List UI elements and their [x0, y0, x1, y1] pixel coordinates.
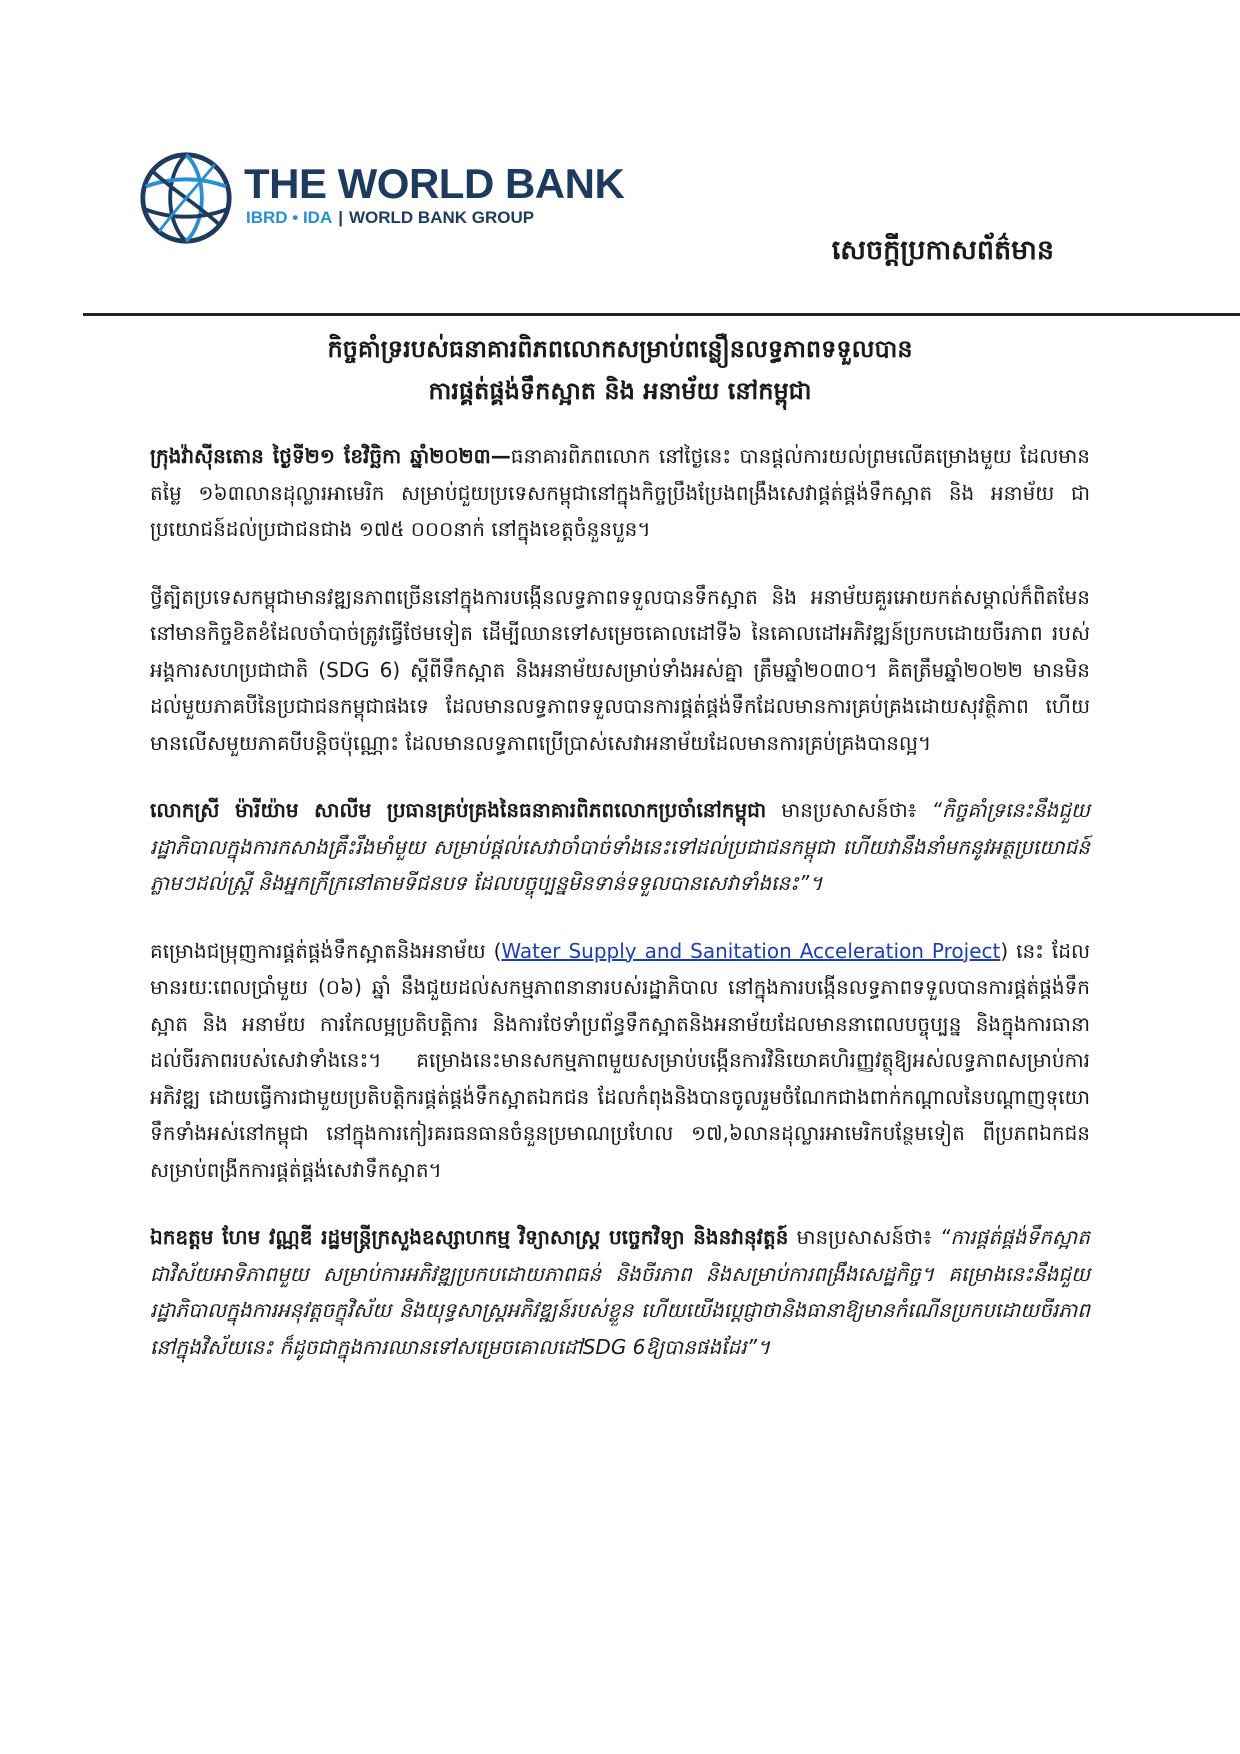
article-body [150, 438, 1090, 1396]
headline-line-2: ការផ្គត់ផ្គង់ទឹកស្អាត និង អនាម័យ នៅកម្ពុជា [428, 377, 812, 405]
dateline: ក្រុងវ៉ាស៊ីនតោន ថ្ងៃទី២១ ខែវិច្ឆិកា ឆ្នាំ២០២៣— [150, 444, 511, 468]
logo-ibrd-ida: IBRD • IDA [246, 208, 333, 227]
header-divider [83, 313, 1240, 316]
quote-1: “កិច្ចគាំទ្រនេះនឹងជួយរដ្ឋាភិបាលក្នុងការកសាងគ្រឹះរឹងមាំមួយ សម្រាប់ផ្តល់សេវាចាំបាច់ទាំងនេះទៅដល់ប្រជាជនកម្ពុជា ហើយវានឹងនាំមកនូវអត្ថប្រយោជន៍ភ្លាមៗដល់ស្ត្រី និងអ្នកក្រីក្រនៅតាមទីជនបទ ដែលបច្ចុប្បន្នមិនទាន់ទទួលបានសេវាទាំងនេះ”។ [150, 798, 1090, 895]
world-bank-logo [138, 150, 625, 250]
quote-2: “ការផ្គត់ផ្គង់ទឹកស្អាតជាវិស័យអាទិភាពមួយ សម្រាប់ការអភិវឌ្ឍប្រកបដោយភាពធន់ និងចីរភាព និងសម្រាប់ការពង្រឹងសេដ្ឋកិច្ច។ គម្រោងនេះនឹងជួយរដ្ឋាភិបាលក្នុងការអនុវត្តចក្ខុវិស័យ និងយុទ្ធសាស្ត្រអភិវឌ្ឍន៍របស់ខ្លួន ហើយយើងប្តេជ្ញាថានិងធានាឱ្យមានកំណើនប្រកបដោយចីរភាព នៅក្នុងវិស័យនេះ ក៏ដូចជាក្នុងការឈានទៅសម្រេចគោលដៅSDG 6ឱ្យបានផងដែរ”។ [150, 1225, 1090, 1359]
paragraph-1 [150, 438, 1090, 548]
speaker-2-intro: មានប្រសាសន៍ថា៖ [788, 1225, 940, 1249]
paragraph-4 [150, 933, 1090, 1189]
paragraph-3 [150, 792, 1090, 902]
press-release-headline [120, 328, 1120, 412]
paragraph-2: ថ្វីត្បិតប្រទេសកម្ពុជាមានវឌ្ឍនភាពច្រើននៅក្នុងការបង្កើនលទ្ធភាពទទួលបានទឹកស្អាត និង អនាម័យគួរអោយកត់សម្គាល់ក៏ពិតមែន នៅមានកិច្ចខិតខំដែលចាំបាច់ត្រូវធ្វើថែមទៀត ដើម្បីឈានទៅសម្រេចគោលដៅទី៦ នៃគោលដៅអភិវឌ្ឍន៍ប្រកបដោយចីរភាព របស់អង្គការសហប្រជាជាតិ (SDG 6) ស្តីពីទឹកស្អាត និងអនាម័យសម្រាប់ទាំងអស់គ្នា ត្រឹមឆ្នាំ២០៣០។ គិតត្រឹមឆ្នាំ២០២២ មានមិនដល់មួយភាគបីនៃប្រជាជនកម្ពុជាផងទេ ដែលមានលទ្ធភាពទទួលបានការផ្គត់ផ្គង់ទឹកដែលមានការគ្រប់គ្រងដោយសុវត្ថិភាព ហើយមានលើសមួយភាគបីបន្តិចប៉ុណ្ណោះ ដែលមានលទ្ធភាពប្រើប្រាស់សេវាអនាម័យដែលមានការគ្រប់គ្រងបានល្អ។ [150, 584, 1090, 755]
paragraph-5 [150, 1219, 1090, 1365]
speaker-1-intro: មានប្រសាសន៍ថា៖ [766, 798, 932, 822]
headline-line-1: កិច្ចគាំទ្ររបស់ធនាគារពិភពលោកសម្រាប់ពន្លឿនលទ្ធភាពទទួលបាន [327, 335, 913, 363]
logo-group: WORLD BANK GROUP [349, 208, 535, 227]
paragraph-4-lead: គម្រោងជម្រុញការផ្គត់ផ្គង់ទឹកស្អាតនិងអនាម័យ ( [150, 938, 502, 963]
project-link[interactable]: Water Supply and Sanitation Acceleration Project [501, 938, 1001, 963]
logo-subtitle [246, 208, 534, 228]
paragraph-4-text: ) នេះ ដែលមានរយៈពេលប្រាំមួយ (០៦) ឆ្នាំ នឹងជួយដល់សកម្មភាពនានារបស់រដ្ឋាភិបាល នៅក្នុងការបង្កើនលទ្ធភាពទទួលបានការផ្គត់ផ្គង់ទឹកស្អាត និង អនាម័យ ការកែលម្អប្រតិបត្តិការ និងការថែទាំប្រព័ន្ធទឹកស្អាតនិងអនាម័យដែលមាននាពេលបច្ចុប្បន្ន និងក្នុងការធានាដល់ចីរភាពរបស់សេវាទាំងនេះ។ គម្រោងនេះមានសកម្មភាពមួយសម្រាប់បង្កើនការវិនិយោគហិរញ្ញវត្ថុឱ្យអស់លទ្ធភាពសម្រាប់ការអភិវឌ្ឍ ដោយធ្វើការជាមួយប្រតិបត្តិករផ្គត់ផ្គង់ទឹកស្អាតឯកជន ដែលកំពុងនិងបានចូលរួមចំណែកជាងពាក់កណ្តាលនៃបណ្តាញទុយោទឹកទាំងអស់នៅកម្ពុជា នៅក្នុងការកៀរគរធនធានចំនួនប្រមាណប្រហែល ១៧,៦លានដុល្លារអាមេរិកបន្ថែមទៀត ពីប្រភពឯកជន សម្រាប់ពង្រីកការផ្គត់ផ្គង់សេវាទឹកស្អាត។ [150, 938, 1090, 1182]
logo-title: THE WORLD BANK [244, 160, 625, 207]
paragraph-1-text: ធនាគារពិភពលោក នៅថ្ងៃនេះ បានផ្តល់ការយល់ព្រមលើគម្រោងមួយ ដែលមានតម្លៃ ១៦៣លានដុល្លារអាមេរិក សម្រាប់ជួយប្រទេសកម្ពុជានៅក្នុងកិច្ចប្រឹងប្រែងពង្រឹងសេវាផ្គត់ផ្គង់ទឹកស្អាត និង អនាម័យ ជាប្រយោជន៍ដល់ប្រជាជនជាង ១៧៥ ០០០នាក់ នៅក្នុងខេត្តចំនួនបួន។ [150, 444, 1091, 541]
document-type-label: សេចក្តីប្រកាសព័ត៌មាន [831, 235, 1054, 266]
logo-separator: | [338, 208, 343, 227]
globe-icon [138, 150, 234, 246]
speaker-2: ឯកឧត្តម ហែម វណ្ណឌី រដ្ឋមន្ត្រីក្រសួងឧស្សាហកម្ម វិទ្យាសាស្ត្រ បច្ចេកវិទ្យា និងនវានុវត្តន៍ [150, 1225, 789, 1249]
speaker-1: លោកស្រី ម៉ារីយ៉ាម សាលីម ប្រធានគ្រប់គ្រងនៃធនាគារពិភពលោកប្រចាំនៅកម្ពុជា [150, 798, 767, 822]
